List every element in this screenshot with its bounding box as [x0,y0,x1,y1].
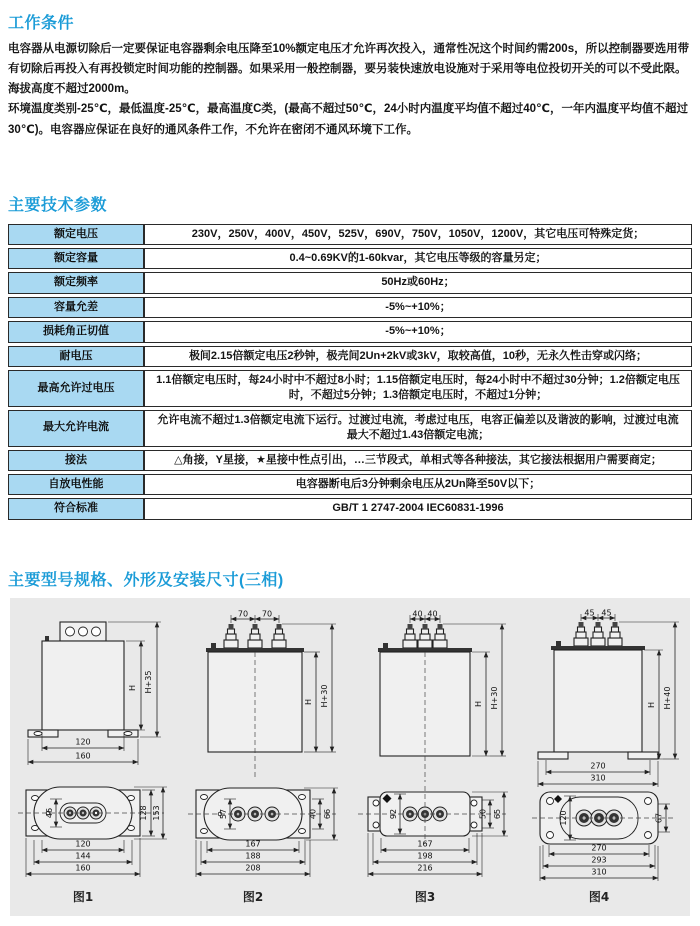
param-value-cell: 50Hz或60Hz； [144,272,692,293]
figure-caption: 图3 [414,889,436,904]
fig1-front-view [28,622,161,765]
param-row [8,450,692,471]
dim-label: 153 [152,805,161,821]
param-label-cell: 自放电性能 [8,474,144,495]
tech-params-table [8,221,692,523]
param-label-cell: 耐电压 [8,346,144,367]
param-value-cell: 0.4~0.69KV的1-60kvar，其它电压等级的容量另定； [144,248,692,269]
figure-1 [14,610,184,910]
dim-label: 120 [559,810,568,826]
dim-label: 40 [308,808,318,819]
param-row [8,370,692,407]
figure-2-drawing [184,610,354,910]
param-value-cell: △角接，Y星接，★星接中性点引出，…三节段式，单相式等各种接法，其它接法根据用户需要商定； [144,450,692,471]
dim-label: 92 [389,808,398,819]
dim-label: 310 [591,867,607,877]
param-row [8,474,692,495]
dim-label: 160 [75,751,91,761]
dimensions-heading: 主要型号规格、外形及安装尺寸(三相) [8,571,284,589]
bushing [418,624,432,648]
fig2-front-view [206,609,336,778]
dim-label: H [128,684,137,691]
figure-3 [354,610,524,910]
dim-label: 128 [139,805,148,821]
param-value-cell: -5%~+10%； [144,297,692,318]
paragraph: 海拔高度不超过2000m。 [8,83,136,96]
dim-label: 198 [417,851,433,861]
param-row [8,321,692,342]
dim-label: 167 [417,839,433,849]
dim-label: H+35 [144,670,153,694]
fig1-bottom-view [18,787,167,877]
dim-label: 144 [75,851,91,861]
dim-label: 270 [590,761,606,771]
figure-4-drawing [524,610,694,910]
dim-label: H [304,698,313,705]
dim-label: 65 [493,808,502,819]
param-value-cell: GB/T 1 2747-2004 IEC60831-1996 [144,498,692,519]
dim-label: 40 [412,609,423,619]
param-label-cell: 最大允许电流 [8,410,144,447]
dim-label: 70 [261,609,273,619]
dim-label: 45 [601,608,612,618]
figure-caption: 图4 [588,889,610,904]
fig3-front-view [378,609,506,782]
bushing [574,622,588,646]
fig4-bottom-view [532,792,676,881]
param-label-cell: 容量允差 [8,297,144,318]
param-row [8,410,692,447]
param-label-cell: 接法 [8,450,144,471]
discharge-terminal [383,643,388,648]
discharge-terminal [556,641,561,646]
dim-label: H+30 [490,686,499,710]
dim-label: 50 [478,808,488,819]
param-label-cell: 额定容量 [8,248,144,269]
param-value-cell: 230V，250V，400V，450V，525V，690V，750V，1050V，1200V，其它电压可特殊定货； [144,224,692,245]
param-value-cell: 电容器断电后3分钟剩余电压从2Un降至50V以下； [144,474,692,495]
dim-label: 293 [591,855,607,865]
fig4-front-view [538,608,679,787]
paragraph: 电容器从电源切除后一定要保证电容器剩余电压降至10%额定电压才允许再次投入，通常性况这个时间约需200s，所以控制器要选用带有切除后再投入有再投锁定时间功能的控制器。如果采用一般控制器，要另装快速放电设施对于采用等电位投切开关的可以不受此限。 [8,43,690,76]
dim-label: 57 [219,808,228,819]
dim-label: H+40 [663,686,672,710]
dim-label: 216 [417,863,433,873]
dim-label: 120 [75,737,91,747]
bushing [403,624,417,648]
param-row [8,272,692,293]
bushing [591,622,605,646]
working-conditions-heading: 工作条件 [8,15,75,32]
bushing [608,622,622,646]
bushing [224,624,238,648]
dim-label: 310 [590,773,606,783]
dim-label: 46 [45,807,54,818]
bushing [272,624,286,648]
figure-1-drawing [14,610,184,910]
discharge-terminal [211,643,216,648]
param-label-cell: 额定电压 [8,224,144,245]
dim-label: H [647,701,656,708]
fig2-bottom-view [188,788,338,877]
dim-label: 160 [75,863,91,873]
fig3-bottom-view [358,786,508,877]
param-row [8,224,692,245]
param-row [8,248,692,269]
param-row [8,297,692,318]
figure-caption: 图1 [72,889,94,904]
bushing [433,624,447,648]
figure-2 [184,610,354,910]
dim-label: 188 [245,851,261,861]
param-label-cell: 额定频率 [8,272,144,293]
param-row [8,498,692,519]
param-label-cell: 最高允许过电压 [8,370,144,407]
dim-label: 45 [584,608,595,618]
param-label-cell: 符合标准 [8,498,144,519]
dim-label: 208 [245,863,261,873]
dim-label: 70 [237,609,249,619]
param-row [8,346,692,367]
dim-label: 270 [591,843,607,853]
dim-label: H+30 [320,684,329,708]
dim-label: 67 [654,812,664,823]
param-value-cell: -5%~+10%； [144,321,692,342]
figure-3-drawing [354,610,524,910]
dim-label: 167 [245,839,261,849]
paragraph: 环境温度类别-25℃，最低温度-25℃，最高温度C类，(最高不超过50℃，24小时内温度平均值不超过40℃，一年内温度平均值不超过30℃)。电容器应保证在良好的通风条件工作，不允许在密闭不通风环境下工作。 [8,103,688,136]
working-conditions-text [8,39,692,140]
param-label-cell: 损耗角正切值 [8,321,144,342]
param-value-cell: 1.1倍额定电压时，每24小时中不超过8小时；1.15倍额定电压时，每24小时中不超过30分钟；1.2倍额定电压时，不超过5分钟；1.3倍额定电压时，不超过1分钟； [144,370,692,407]
figure-caption: 图2 [242,889,264,904]
dim-label: H [474,700,483,707]
figure-4 [524,610,694,910]
bushing [248,624,262,648]
dim-label: 120 [75,839,91,849]
discharge-terminal [45,636,49,641]
figures-panel [10,598,690,916]
tech-params-heading: 主要技术参数 [8,196,108,214]
dim-label: 66 [323,808,332,819]
dim-label: 40 [427,609,438,619]
param-value-cell: 极间2.15倍额定电压2秒钟，极壳间2Un+2kV或3kV，取较高值，10秒，无永久性击穿或闪络； [144,346,692,367]
param-value-cell: 允许电流不超过1.3倍额定电流下运行。过渡过电流，考虑过电压，电容正偏差以及谐波的影响，过渡过电流最大不超过1.43倍额定电流； [144,410,692,447]
